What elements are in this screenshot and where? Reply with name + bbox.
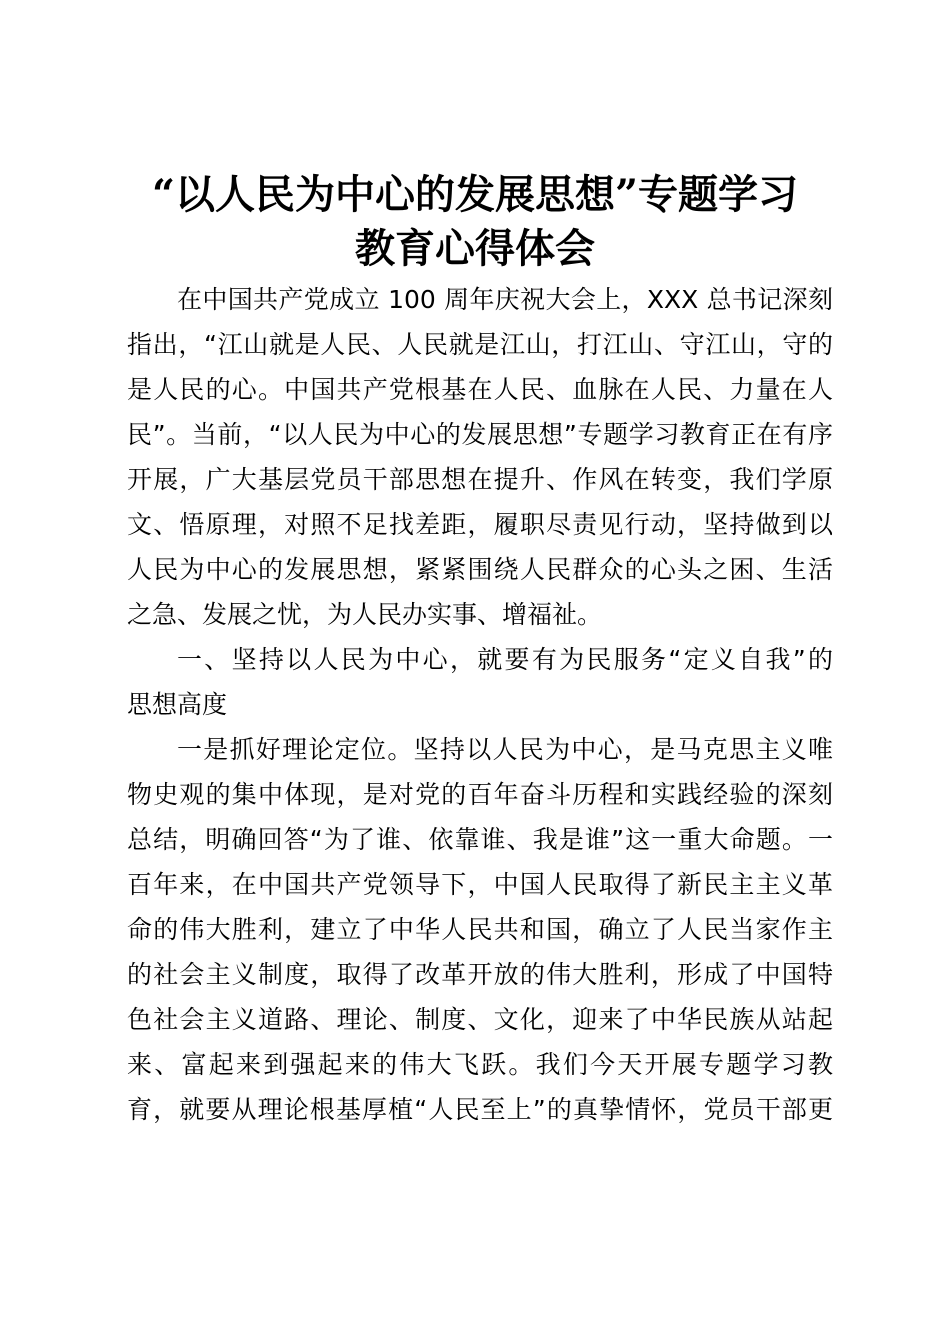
document-body: [127, 277, 833, 1132]
text-line: 是人民的心。中国共产党根基在人民、血脉在人民、力量在人: [127, 375, 833, 404]
text-line: 色社会主义道路、理论、制度、文化，迎来了中华民族从站起: [127, 1005, 833, 1034]
text-line: 文、悟原理，对照不足找差距，履职尽责见行动，坚持做到以: [127, 510, 833, 539]
document-title: [110, 168, 840, 276]
text-line: 百年来，在中国共产党领导下，中国人民取得了新民主主义革: [127, 870, 833, 899]
heading-line: 一、坚持以人民为中心，就要有为民服务“定义自我”的: [177, 645, 833, 674]
text-line: 命的伟大胜利，建立了中华人民共和国，确立了人民当家作主: [127, 915, 833, 944]
text-line: 人民为中心的发展思想，紧紧围绕人民群众的心头之困、生活: [127, 555, 833, 584]
text-line: 育，就要从理论根基厚植“人民至上”的真挚情怀，党员干部更: [127, 1095, 833, 1124]
intro-paragraph: [127, 277, 833, 637]
text-line: 物史观的集中体现，是对党的百年奋斗历程和实践经验的深刻: [127, 780, 833, 809]
text-line: 的社会主义制度，取得了改革开放的伟大胜利，形成了中国特: [127, 960, 833, 989]
point-1-paragraph: [127, 727, 833, 1132]
text-line: 指出，“江山就是人民、人民就是江山，打江山、守江山，守的: [127, 330, 833, 359]
section-heading-1: [127, 637, 833, 727]
text-line: 来、富起来到强起来的伟大飞跃。我们今天开展专题学习教: [127, 1050, 833, 1079]
title-line-1: “以人民为中心的发展思想”专题学习: [151, 171, 798, 218]
text-line: 一是抓好理论定位。坚持以人民为中心，是马克思主义唯: [177, 735, 833, 764]
title-line-2: 教育心得体会: [355, 225, 595, 272]
heading-line: 思想高度: [127, 690, 228, 719]
text-line: 开展，广大基层党员干部思想在提升、作风在转变，我们学原: [127, 465, 833, 494]
text-line: 之急、发展之忧，为人民办实事、增福祉。: [127, 600, 603, 629]
text-line: 在中国共产党成立 100 周年庆祝大会上，XXX 总书记深刻: [177, 285, 833, 314]
text-line: 总结，明确回答“为了谁、依靠谁、我是谁”这一重大命题。一: [127, 825, 833, 854]
text-line: 民”。当前，“以人民为中心的发展思想”专题学习教育正在有序: [127, 420, 833, 449]
